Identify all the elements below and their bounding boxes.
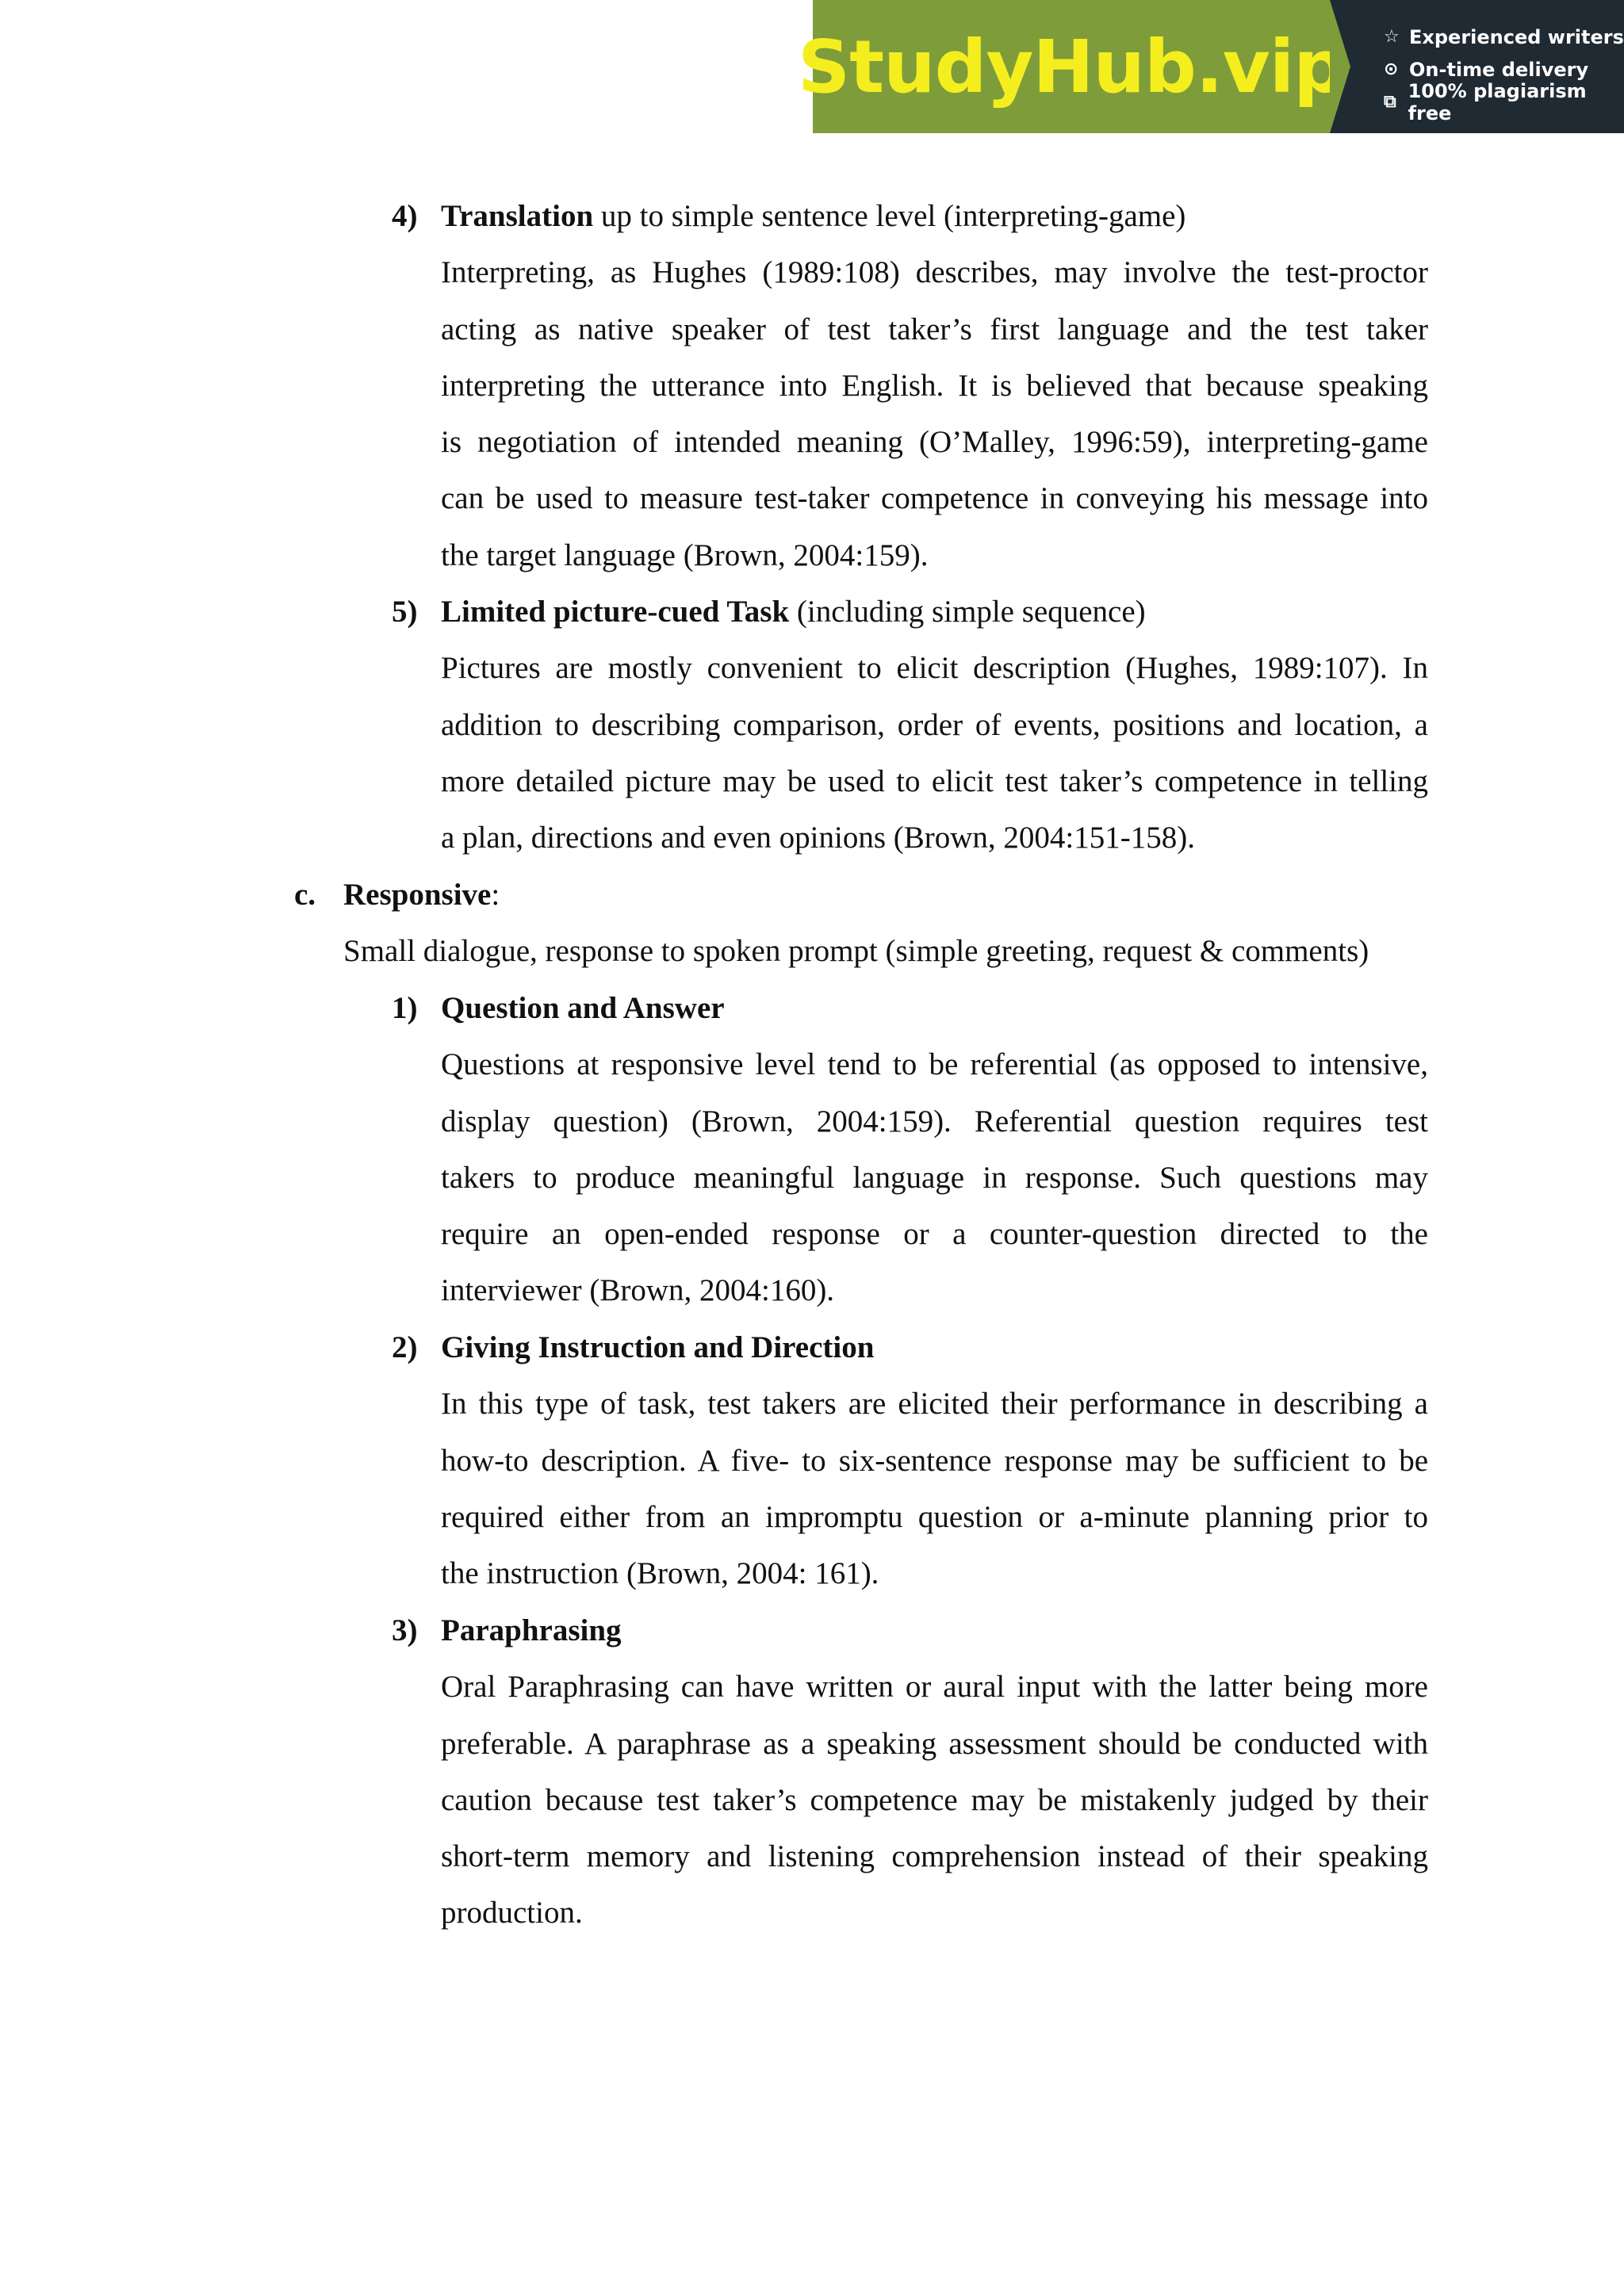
item-paragraph: [441, 244, 1428, 584]
text-line: preferable. A paraphrase as a speaking assessment should be conducted with: [441, 1726, 1428, 1761]
item-number: 1): [392, 991, 418, 1025]
item-heading: [441, 1319, 874, 1376]
text-line: required either from an impromptu question or a-minute planning prior to: [441, 1499, 1428, 1534]
logo-text: StudyHub.vip: [797, 24, 1346, 109]
item-heading: [441, 188, 1185, 244]
item-number: 4): [392, 199, 418, 233]
text-line: Questions at responsive level tend to be referential (as opposed to intensive,: [441, 1047, 1428, 1082]
feature-plagiarism-free: [1384, 79, 1624, 124]
studyhub-banner[interactable]: [797, 0, 1624, 133]
section-letter: c.: [294, 878, 316, 912]
text-line: interviewer (Brown, 2004:160).: [441, 1273, 835, 1308]
copy-icon: ⧉: [1384, 92, 1396, 112]
studyhub-logo[interactable]: [797, 0, 1346, 133]
section-colon: :: [491, 878, 500, 912]
item-title: Limited picture-cued Task: [441, 595, 790, 629]
item-heading: [441, 1602, 622, 1659]
item-number: 2): [392, 1330, 418, 1364]
feature-label: Experienced writers: [1409, 25, 1624, 48]
text-line: addition to describing comparison, order of events, positions and location, a: [441, 707, 1428, 742]
text-line: short-term memory and listening comprehension instead of their speaking: [441, 1839, 1428, 1874]
item-heading-rest: (including simple sequence): [789, 595, 1146, 629]
text-line: acting as native speaker of test taker’s first language and the test taker: [441, 312, 1428, 346]
text-line: the instruction (Brown, 2004: 161).: [441, 1556, 879, 1591]
section-title: Responsive: [343, 878, 492, 912]
item-paragraph: [441, 640, 1428, 866]
text-line: production.: [441, 1896, 583, 1931]
text-line: display question) (Brown, 2004:159). Referential question requires test: [441, 1104, 1428, 1138]
item-paragraph: [441, 1376, 1428, 1601]
item-paragraph: [441, 1036, 1428, 1318]
item-title: Translation: [441, 199, 594, 233]
text-line: Oral Paraphrasing can have written or aural input with the latter being more: [441, 1670, 1428, 1705]
text-line: is negotiation of intended meaning (O’Malley, 1996:59), interpreting-game: [441, 425, 1428, 460]
item-heading: [441, 584, 1146, 640]
text-line: Pictures are mostly convenient to elicit description (Hughes, 1989:107). In: [441, 651, 1428, 686]
item-heading: [441, 980, 725, 1036]
text-line: a plan, directions and even opinions (Brown, 2004:151-158).: [441, 821, 1195, 855]
feature-label: 100% plagiarism free: [1408, 79, 1587, 124]
text-line: can be used to measure test-taker competence in conveying his message into: [441, 481, 1428, 516]
text-line: how-to description. A five- to six-sentence response may be sufficient to be: [441, 1443, 1428, 1478]
item-heading-rest: up to simple sentence level (interpreting-game): [593, 199, 1186, 233]
text-line: interpreting the utterance into English. It is believed that because speaking: [441, 368, 1428, 403]
text-line: Interpreting, as Hughes (1989:108) describes, may involve the test-proctor: [441, 255, 1428, 290]
text-line: caution because test taker’s competence may be mistakenly judged by their: [441, 1782, 1428, 1817]
star-outline-icon: ☆: [1384, 27, 1400, 47]
clock-icon: ⊙: [1384, 59, 1399, 79]
banner-features: [1330, 0, 1624, 133]
section-description: Small dialogue, response to spoken prompt (simple greeting, request & comments): [343, 934, 1369, 969]
text-line: takers to produce meaningful language in response. Such questions may: [441, 1160, 1428, 1195]
text-line: require an open-ended response or a counter-question directed to the: [441, 1217, 1428, 1252]
text-line: more detailed picture may be used to elicit test taker’s competence in telling: [441, 763, 1428, 798]
item-number: 3): [392, 1613, 418, 1647]
item-title: Question and Answer: [441, 991, 725, 1025]
feature-experienced-writers: [1384, 21, 1624, 53]
item-title: Paraphrasing: [441, 1613, 622, 1647]
feature-label: On-time delivery: [1409, 58, 1589, 81]
section-heading: [343, 867, 500, 923]
text-line: the target language (Brown, 2004:159).: [441, 538, 929, 572]
item-number: 5): [392, 595, 418, 629]
item-paragraph: [441, 1659, 1428, 1941]
item-title: Giving Instruction and Direction: [441, 1330, 875, 1364]
text-line: In this type of task, test takers are elicited their performance in describing a: [441, 1387, 1428, 1422]
